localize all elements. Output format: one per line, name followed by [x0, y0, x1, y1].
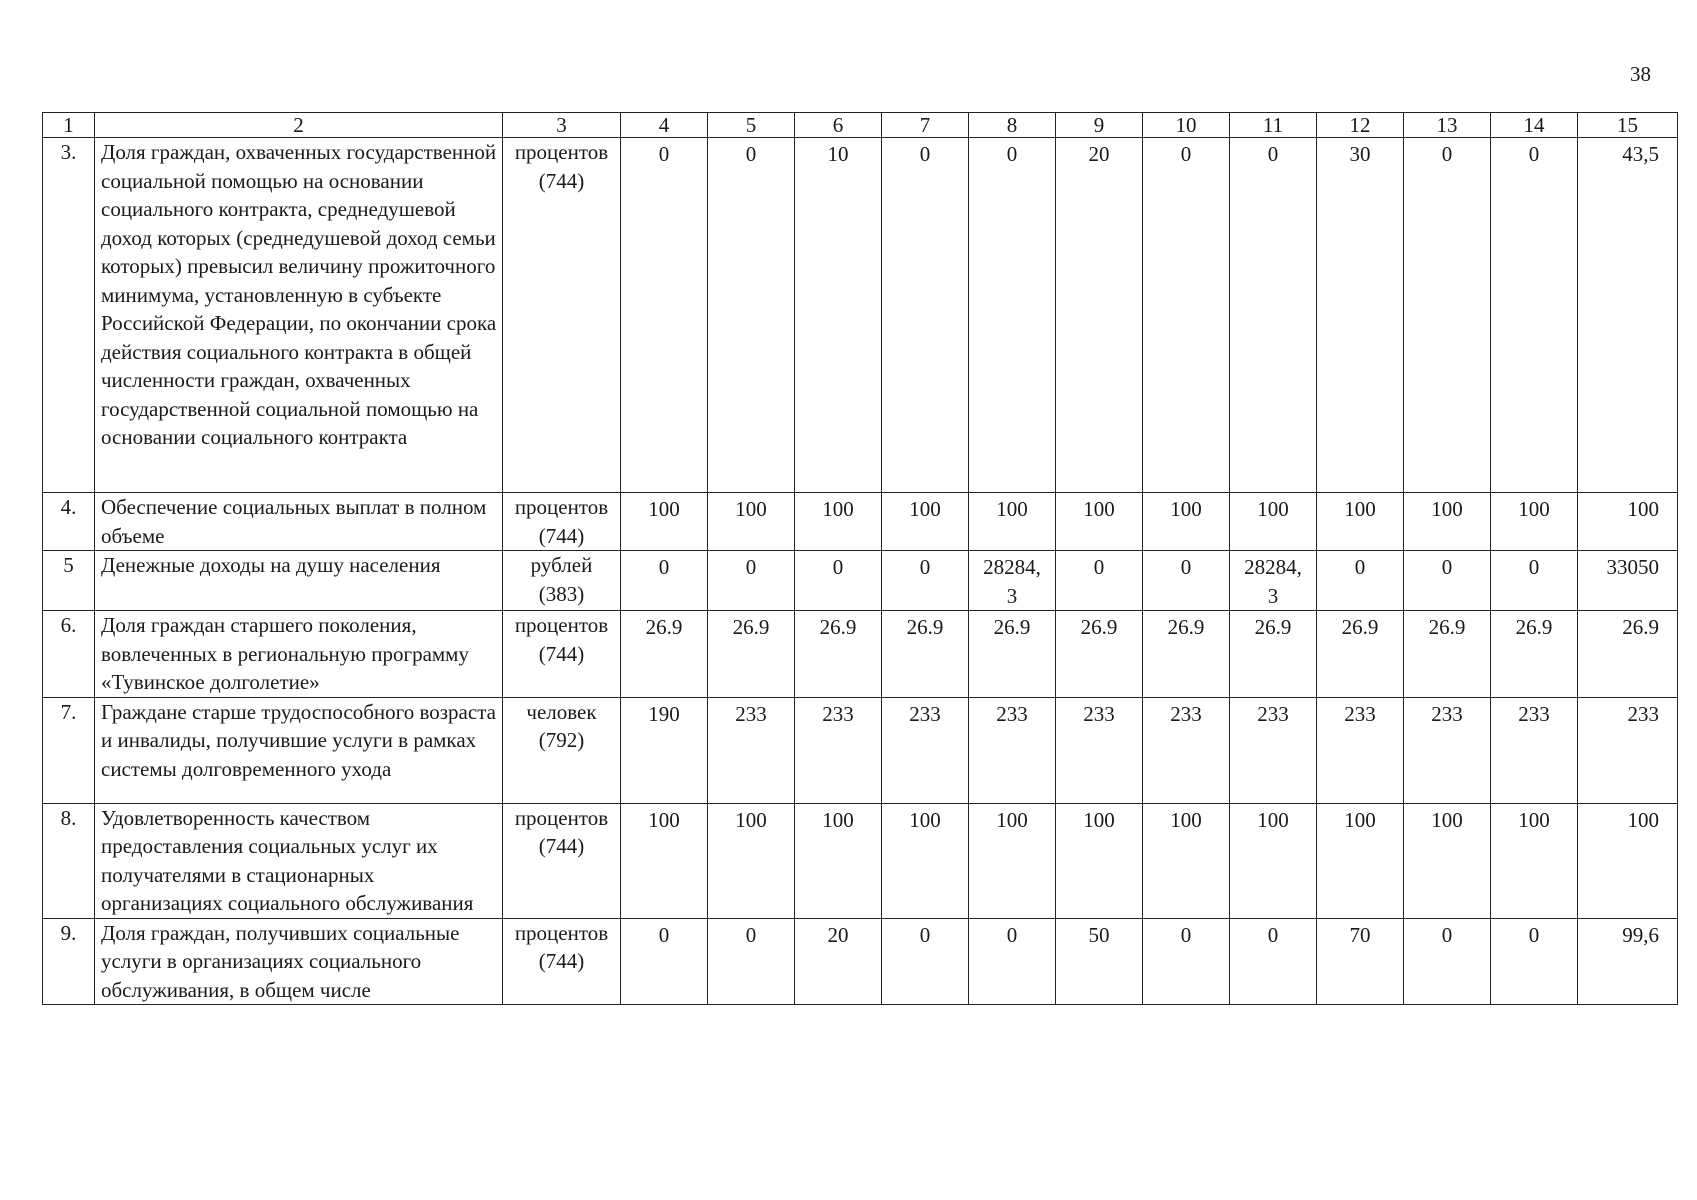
- value-cell-col-8: 100: [969, 803, 1056, 918]
- column-header-2: 2: [95, 113, 503, 138]
- value-cell-col-9: 100: [1056, 493, 1143, 551]
- value-cell-col-15: 99,6: [1578, 918, 1678, 1005]
- value-cell-col-5: 0: [708, 918, 795, 1005]
- value-cell-col-15: 43,5: [1578, 138, 1678, 493]
- value-cell-col-8: 0: [969, 918, 1056, 1005]
- value-cell-col-9: 20: [1056, 138, 1143, 493]
- column-header-9: 9: [1056, 113, 1143, 138]
- value-cell-col-7: 100: [882, 803, 969, 918]
- value-cell-col-10: 233: [1143, 697, 1230, 803]
- value-cell-col-13: 0: [1404, 551, 1491, 611]
- value-cell-col-10: 0: [1143, 138, 1230, 493]
- value-cell-col-9: 100: [1056, 803, 1143, 918]
- value-cell-col-14: 26.9: [1491, 611, 1578, 698]
- value-cell-col-10: 26.9: [1143, 611, 1230, 698]
- value-cell-col-7: 26.9: [882, 611, 969, 698]
- unit-of-measure: процентов (744): [503, 493, 621, 551]
- value-cell-col-5: 0: [708, 551, 795, 611]
- value-cell-col-7: 100: [882, 493, 969, 551]
- column-header-12: 12: [1317, 113, 1404, 138]
- value-cell-col-11: 28284, 3: [1230, 551, 1317, 611]
- value-cell-col-13: 0: [1404, 138, 1491, 493]
- indicator-name: Доля граждан старшего поколения, вовлеченных в региональную программу «Тувинское долголетие»: [95, 611, 503, 698]
- value-cell-col-5: 233: [708, 697, 795, 803]
- value-cell-col-9: 0: [1056, 551, 1143, 611]
- value-cell-col-12: 100: [1317, 803, 1404, 918]
- unit-of-measure: рублей (383): [503, 551, 621, 611]
- value-cell-col-8: 28284, 3: [969, 551, 1056, 611]
- value-cell-col-9: 50: [1056, 918, 1143, 1005]
- value-cell-col-11: 100: [1230, 493, 1317, 551]
- column-header-6: 6: [795, 113, 882, 138]
- value-cell-col-11: 0: [1230, 138, 1317, 493]
- value-cell-col-4: 190: [621, 697, 708, 803]
- value-cell-col-4: 0: [621, 918, 708, 1005]
- value-cell-col-9: 26.9: [1056, 611, 1143, 698]
- unit-of-measure: человек (792): [503, 697, 621, 803]
- value-cell-col-11: 100: [1230, 803, 1317, 918]
- value-cell-col-8: 100: [969, 493, 1056, 551]
- value-cell-col-9: 233: [1056, 697, 1143, 803]
- value-cell-col-6: 100: [795, 803, 882, 918]
- value-cell-col-14: 0: [1491, 551, 1578, 611]
- value-cell-col-12: 0: [1317, 551, 1404, 611]
- indicator-name: Доля граждан, получивших социальные услуги в организациях социального обслуживания, в общем числе: [95, 918, 503, 1005]
- column-header-15: 15: [1578, 113, 1678, 138]
- indicator-name: Удовлетворенность качеством предоставления социальных услуг их получателями в стационарных организациях социального обслуживания: [95, 803, 503, 918]
- value-cell-col-7: 0: [882, 138, 969, 493]
- value-cell-col-13: 100: [1404, 803, 1491, 918]
- value-cell-col-11: 233: [1230, 697, 1317, 803]
- value-cell-col-7: 0: [882, 551, 969, 611]
- table-row: [43, 611, 1678, 698]
- unit-of-measure: процентов (744): [503, 918, 621, 1005]
- value-cell-col-7: 233: [882, 697, 969, 803]
- value-cell-col-5: 0: [708, 138, 795, 493]
- table-row: [43, 697, 1678, 803]
- row-number: 7.: [43, 697, 95, 803]
- unit-of-measure: процентов (744): [503, 611, 621, 698]
- value-cell-col-12: 30: [1317, 138, 1404, 493]
- value-cell-col-8: 26.9: [969, 611, 1056, 698]
- table-row: [43, 551, 1678, 611]
- column-header-8: 8: [969, 113, 1056, 138]
- row-number: 9.: [43, 918, 95, 1005]
- column-header-10: 10: [1143, 113, 1230, 138]
- indicator-name: Доля граждан, охваченных государственной социальной помощью на основании социального контракта, среднедушевой доход которых (среднедушевой доход семьи которых) превысил величину прожиточного минимума, установленную в субъекте Российской Федерации, по окончании срока действия социального контракта в общей численности граждан, охваченных государственной социальной помощью на основании социального контракта: [95, 138, 503, 493]
- value-cell-col-4: 26.9: [621, 611, 708, 698]
- column-header-3: 3: [503, 113, 621, 138]
- unit-of-measure: процентов (744): [503, 803, 621, 918]
- column-header-11: 11: [1230, 113, 1317, 138]
- indicator-name: Обеспечение социальных выплат в полном объеме: [95, 493, 503, 551]
- header-row: [43, 113, 1678, 138]
- table-body: [43, 138, 1678, 1005]
- column-header-5: 5: [708, 113, 795, 138]
- value-cell-col-10: 0: [1143, 918, 1230, 1005]
- value-cell-col-13: 233: [1404, 697, 1491, 803]
- value-cell-col-5: 26.9: [708, 611, 795, 698]
- value-cell-col-4: 0: [621, 138, 708, 493]
- column-header-13: 13: [1404, 113, 1491, 138]
- value-cell-col-12: 100: [1317, 493, 1404, 551]
- value-cell-col-6: 26.9: [795, 611, 882, 698]
- column-header-1: 1: [43, 113, 95, 138]
- value-cell-col-14: 100: [1491, 493, 1578, 551]
- value-cell-col-15: 26.9: [1578, 611, 1678, 698]
- value-cell-col-4: 100: [621, 493, 708, 551]
- value-cell-col-14: 100: [1491, 803, 1578, 918]
- unit-of-measure: процентов (744): [503, 138, 621, 493]
- value-cell-col-6: 10: [795, 138, 882, 493]
- table-row: [43, 493, 1678, 551]
- row-number: 4.: [43, 493, 95, 551]
- value-cell-col-12: 26.9: [1317, 611, 1404, 698]
- value-cell-col-13: 100: [1404, 493, 1491, 551]
- value-cell-col-5: 100: [708, 493, 795, 551]
- value-cell-col-5: 100: [708, 803, 795, 918]
- row-number: 3.: [43, 138, 95, 493]
- column-header-4: 4: [621, 113, 708, 138]
- value-cell-col-10: 100: [1143, 803, 1230, 918]
- value-cell-col-8: 0: [969, 138, 1056, 493]
- row-number: 6.: [43, 611, 95, 698]
- value-cell-col-6: 0: [795, 551, 882, 611]
- value-cell-col-14: 0: [1491, 918, 1578, 1005]
- table-row: [43, 138, 1678, 493]
- value-cell-col-4: 0: [621, 551, 708, 611]
- value-cell-col-4: 100: [621, 803, 708, 918]
- indicator-name: Граждане старше трудоспособного возраста и инвалиды, получившие услуги в рамках системы долговременного ухода: [95, 697, 503, 803]
- value-cell-col-15: 233: [1578, 697, 1678, 803]
- value-cell-col-12: 70: [1317, 918, 1404, 1005]
- column-header-7: 7: [882, 113, 969, 138]
- value-cell-col-13: 26.9: [1404, 611, 1491, 698]
- indicators-table: [42, 112, 1678, 1005]
- value-cell-col-11: 26.9: [1230, 611, 1317, 698]
- row-number: 8.: [43, 803, 95, 918]
- value-cell-col-7: 0: [882, 918, 969, 1005]
- value-cell-col-13: 0: [1404, 918, 1491, 1005]
- value-cell-col-11: 0: [1230, 918, 1317, 1005]
- table-row: [43, 918, 1678, 1005]
- value-cell-col-15: 100: [1578, 493, 1678, 551]
- value-cell-col-10: 0: [1143, 551, 1230, 611]
- value-cell-col-12: 233: [1317, 697, 1404, 803]
- row-number: 5: [43, 551, 95, 611]
- value-cell-col-6: 100: [795, 493, 882, 551]
- value-cell-col-15: 100: [1578, 803, 1678, 918]
- table-row: [43, 803, 1678, 918]
- value-cell-col-6: 233: [795, 697, 882, 803]
- column-header-14: 14: [1491, 113, 1578, 138]
- value-cell-col-14: 233: [1491, 697, 1578, 803]
- value-cell-col-8: 233: [969, 697, 1056, 803]
- value-cell-col-15: 33050: [1578, 551, 1678, 611]
- value-cell-col-10: 100: [1143, 493, 1230, 551]
- indicator-name: Денежные доходы на душу населения: [95, 551, 503, 611]
- value-cell-col-6: 20: [795, 918, 882, 1005]
- value-cell-col-14: 0: [1491, 138, 1578, 493]
- page-number: 38: [1630, 62, 1651, 86]
